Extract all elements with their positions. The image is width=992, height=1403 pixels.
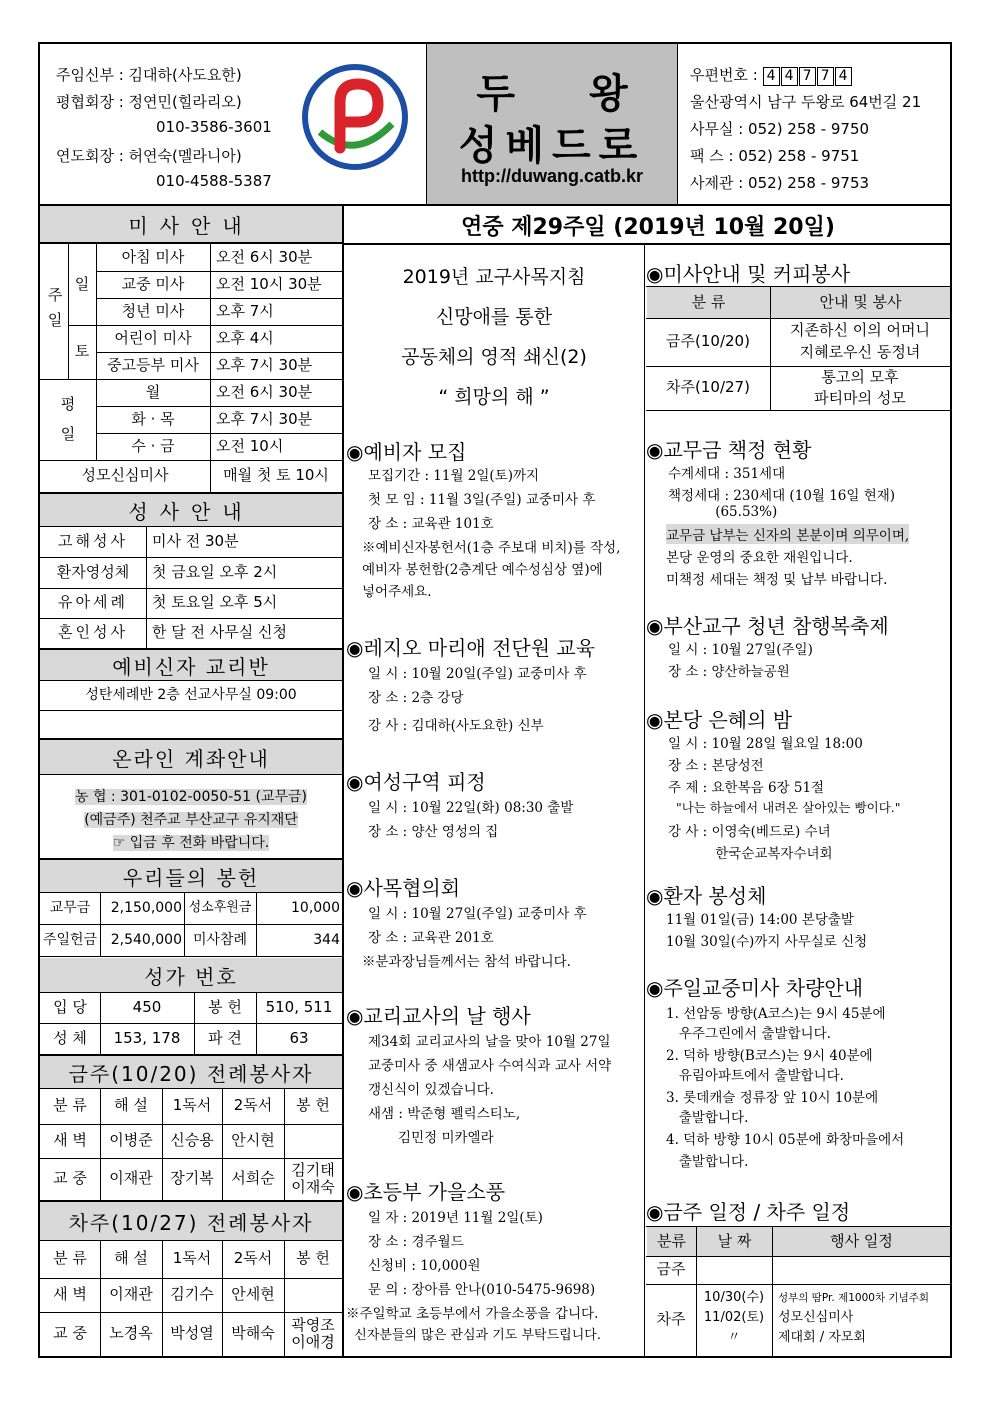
yeondo-president-line: 연도회장 : 허연숙(멜라니아) xyxy=(56,147,242,165)
sacrament-name: 고해성사 xyxy=(58,531,128,550)
hymn-label: 파 견 xyxy=(208,1028,242,1047)
notice-line: 우주그린에서 출발합니다. xyxy=(666,1026,831,1042)
sacrament-name: 혼인성사 xyxy=(58,623,128,642)
servers-cell: 박성열 xyxy=(170,1324,214,1343)
offering-value: 2,150,000 xyxy=(110,899,182,916)
pastor-line: 주임신부 : 김대하(사도요한) xyxy=(56,66,242,84)
servers-cell: 교 중 xyxy=(53,1324,87,1343)
notice-line: 수계세대 : 351세대 xyxy=(668,466,786,482)
schedule-event: 성모신심미사 xyxy=(778,1309,854,1325)
schedule-event: 성부의 땀Pr. 제1000차 기념주회 xyxy=(778,1291,930,1304)
hymn-number: 63 xyxy=(289,1028,309,1047)
notice-heading: ◉초등부 가을소풍 xyxy=(346,1180,506,1204)
servers-cell: 안세현 xyxy=(231,1285,275,1304)
notice-line: 1. 선암동 방향(A코스)는 9시 45분에 xyxy=(666,1006,886,1022)
offering-label: 성소후원금 xyxy=(188,899,252,915)
notice-heading: ◉본당 은혜의 밤 xyxy=(646,708,793,732)
mass-time: 오전 6시 30분 xyxy=(216,247,313,266)
notice-line: 미책정 세대는 책정 및 납부 바랍니다. xyxy=(666,572,888,588)
servers-header: 해 설 xyxy=(114,1249,148,1268)
servers-cell: 새 벽 xyxy=(53,1285,87,1304)
sunday-label xyxy=(40,244,68,379)
notice-line: 갱신식이 있겠습니다. xyxy=(368,1082,494,1098)
mass-time: 오전 6시 30분 xyxy=(216,382,313,401)
mass-section-title: 미사안내 xyxy=(40,206,342,242)
divider xyxy=(644,244,645,1358)
servers-cell: 신승용 xyxy=(170,1131,214,1150)
parish-url[interactable]: http://duwang.catb.kr xyxy=(461,166,643,186)
sacrament-name: 유아세례 xyxy=(58,593,128,612)
schedule-event: 제대회 / 자모회 xyxy=(778,1329,866,1345)
schedule-heading: ◉금주 일정 / 차주 일정 xyxy=(646,1200,851,1224)
notice-line: 김민정 미카엘라 xyxy=(368,1130,494,1146)
schedule-header: 분류 xyxy=(647,1227,696,1256)
notice-heading: ◉여성구역 피정 xyxy=(346,770,486,794)
account-bank-text: 농 협 : 301-0102-0050-51 (교무금) xyxy=(74,789,307,805)
holy-mother-mass: 성모신심미사 xyxy=(81,466,169,485)
servers-cell: 교 중 xyxy=(53,1169,87,1188)
pastoral-line-3: 공동체의 영적 쇄신(2) xyxy=(401,346,587,368)
notice-line: 교무금 납부는 신자의 본분이며 의무이며, xyxy=(666,524,909,544)
coffee-week: 금주(10/20) xyxy=(666,332,750,351)
mass-name: 교중 미사 xyxy=(121,274,185,293)
hymn-label: 성 체 xyxy=(53,1028,87,1047)
mass-time: 오전 10시 30분 xyxy=(216,274,322,293)
schedule-date: 11/02(토) xyxy=(703,1309,765,1325)
notice-line: ※주일학교 초등부에서 가을소풍을 갑니다. xyxy=(346,1306,599,1322)
hymn-number: 153, 178 xyxy=(113,1028,181,1047)
holy-mother-mass-time: 매월 첫 토 10시 xyxy=(223,466,329,485)
notice-line: ※분과장님들께서는 참석 바랍니다. xyxy=(362,954,571,970)
postal-digit: 4 xyxy=(835,67,852,86)
notice-line: 교중미사 중 새샘교사 수여식과 교사 서약 xyxy=(368,1058,612,1074)
servers-cell: 새 벽 xyxy=(53,1131,87,1150)
coffee-header: 분 류 xyxy=(647,287,770,318)
servers-cell xyxy=(284,1124,342,1158)
notice-heading: ◉부산교구 청년 참행복축제 xyxy=(646,614,889,638)
sacrament-value: 첫 토요일 오후 5시 xyxy=(152,593,278,612)
notice-line: 10월 30일(수)까지 사무실로 신청 xyxy=(666,934,868,950)
parish-title-line1: 두 왕 xyxy=(476,71,658,117)
notice-line: 한국순교복자수녀회 xyxy=(668,846,833,862)
account-section-title: 온라인 계좌안내 xyxy=(40,740,342,774)
saturday-label: 토 xyxy=(74,342,90,361)
servers-cell: 장기복 xyxy=(170,1169,214,1188)
notice-line: 유림아파트에서 출발합니다. xyxy=(666,1068,844,1084)
notice-heading: ◉사목협의회 xyxy=(346,876,461,900)
notice-heading: ◉레지오 마리애 전단원 교육 xyxy=(346,636,596,660)
mass-time: 오전 10시 xyxy=(216,436,284,455)
notice-line: 일 시 : 10월 27일(주일) 교중미사 후 xyxy=(368,906,587,922)
offering-label: 교무금 xyxy=(49,899,91,916)
hymn-number: 450 xyxy=(132,997,162,1016)
servers-cell: 박해숙 xyxy=(231,1324,275,1343)
postal-digit: 4 xyxy=(763,67,780,86)
notice-line: 장 소 : 양산 영성의 집 xyxy=(368,824,499,840)
sacrament-value: 미사 전 30분 xyxy=(152,531,239,550)
servers-cell: 이재관 xyxy=(109,1169,153,1188)
servers-header: 봉 헌 xyxy=(296,1096,330,1115)
notice-line: 예비자 봉헌함(2층계단 예수성심상 옆)에 xyxy=(362,562,603,578)
mass-time: 오후 4시 xyxy=(216,328,274,347)
servers-cell: 이재관 xyxy=(109,1285,153,1304)
schedule-header: 행사 일정 xyxy=(773,1227,950,1256)
notice-heading: ◉환자 봉성체 xyxy=(646,884,767,908)
notice-line: 새샘 : 박준형 펠릭스티노, xyxy=(368,1106,521,1122)
header-address xyxy=(690,44,950,204)
mass-name: 화 · 목 xyxy=(131,409,175,428)
notice-line: 장 소 : 경주월드 xyxy=(368,1234,464,1250)
account-holder-text: (예금주) 천주교 부산교구 유지재단 xyxy=(84,812,298,828)
sunday-label-text: 주일 xyxy=(45,286,64,337)
sacrament-name: 환자영성체 xyxy=(56,562,130,581)
mass-name: 아침 미사 xyxy=(121,247,185,266)
divider xyxy=(344,243,952,245)
office-phone: 사무실 : 052) 258 - 9750 xyxy=(690,120,870,138)
servers-header: 봉 헌 xyxy=(296,1249,330,1268)
fax-number: 팩 스 : 052) 258 - 9751 xyxy=(690,147,860,165)
weekday-label-1: 평 xyxy=(60,395,76,414)
notice-line: 넣어주세요. xyxy=(362,584,432,600)
servers-header: 1독서 xyxy=(172,1249,212,1268)
coffee-heading: ◉미사안내 및 커피봉사 xyxy=(646,262,851,286)
notice-line: 문 의 : 장아름 안나(010-5475-9698) xyxy=(368,1282,596,1298)
sunday-il-label: 일 xyxy=(74,274,90,293)
notice-line: ※예비신자봉헌서(1층 주보대 비치)를 작성, xyxy=(362,540,621,556)
postal-label: 우편번호 : xyxy=(690,66,758,84)
pastoral-line-1: 2019년 교구사목지침 xyxy=(402,266,586,288)
divider xyxy=(342,204,344,1358)
notice-line: 장 소 : 교육관 201호 xyxy=(368,930,494,946)
mass-time: 오후 7시 30분 xyxy=(216,355,313,374)
sacrament-value: 첫 금요일 오후 2시 xyxy=(152,562,278,581)
mass-time: 오후 7시 xyxy=(216,301,274,320)
account-note-text: ☞ 입금 후 전화 바랍니다. xyxy=(112,835,270,851)
servers-header: 2독서 xyxy=(233,1096,273,1115)
servers-cell: 이병준 xyxy=(109,1131,153,1150)
offering-value: 344 xyxy=(313,931,340,948)
notice-line: 11월 01일(금) 14:00 본당출발 xyxy=(666,912,854,928)
servers-header: 해 설 xyxy=(114,1096,148,1115)
hymn-label: 입 당 xyxy=(53,997,87,1016)
servers-header: 2독서 xyxy=(233,1249,273,1268)
notice-line: 장 소 : 본당성전 xyxy=(668,758,764,774)
notice-line: 장 소 : 2층 강당 xyxy=(368,690,464,706)
offering-label: 주일헌금 xyxy=(42,931,98,948)
offering-section-title: 우리들의 봉헌 xyxy=(40,860,342,892)
postal-digit: 4 xyxy=(781,67,798,86)
servers-next-week-title: 차주(10/27) 전례봉사자 xyxy=(40,1202,342,1240)
notice-heading: ◉교리교사의 날 행사 xyxy=(346,1004,531,1028)
notice-line: 제34회 교리교사의 날을 맞아 10월 27일 xyxy=(368,1034,611,1050)
servers-header: 분 류 xyxy=(53,1249,87,1268)
offering-label: 미사참례 xyxy=(192,931,248,948)
servers-cell: 김기태 이재숙 xyxy=(291,1160,335,1196)
notice-line: 일 시 : 10월 27일(주일) xyxy=(668,642,813,658)
mass-name: 중고등부 미사 xyxy=(107,355,199,374)
council-president-line: 평협회장 : 정연민(힐라리오) xyxy=(56,93,242,111)
account-note xyxy=(40,832,342,852)
postal-digit: 7 xyxy=(799,67,816,86)
postal-digit: 7 xyxy=(817,67,834,86)
notice-line: 장 소 : 교육관 101호 xyxy=(368,516,494,532)
notice-line: 일 자 : 2019년 11월 2일(토) xyxy=(368,1210,543,1226)
hymn-label: 봉 헌 xyxy=(208,997,242,1016)
servers-cell: 안시현 xyxy=(231,1131,275,1150)
mass-name: 월 xyxy=(145,382,161,401)
account-holder xyxy=(40,809,342,829)
notice-line: 신자분들의 많은 관심과 기도 부탁드립니다. xyxy=(346,1328,601,1343)
pastoral-line-4: “ 희망의 해 ” xyxy=(438,386,550,408)
pastoral-line-2: 신망애를 통한 xyxy=(435,306,553,328)
yeondo-phone: 010-4588-5387 xyxy=(156,172,272,190)
divider xyxy=(646,410,950,411)
notice-line: 모집기간 : 11월 2일(토)까지 xyxy=(368,468,540,484)
divider xyxy=(40,710,342,711)
coffee-header: 안내 및 봉사 xyxy=(771,287,950,318)
schedule-date: 〃 xyxy=(727,1329,741,1345)
servers-cell: 김기수 xyxy=(170,1285,214,1304)
notice-line: 강 사 : 이영숙(베드로) 수녀 xyxy=(668,824,831,840)
account-bank xyxy=(40,786,342,806)
servers-header: 분 류 xyxy=(53,1096,87,1115)
sunday-title: 연중 제29주일 (2019년 10월 20일) xyxy=(461,214,835,240)
notice-heading: ◉예비자 모집 xyxy=(346,440,467,464)
offering-value: 10,000 xyxy=(291,899,340,916)
notice-line: 주 제 : 요한복음 6장 51절 xyxy=(668,780,825,796)
hymns-section-title: 성가 번호 xyxy=(40,958,342,992)
notice-heading: ◉주일교중미사 차량안내 xyxy=(646,976,864,1000)
notice-line: "나는 하늘에서 내려온 살아있는 빵이다." xyxy=(668,800,901,815)
servers-cell: 서희순 xyxy=(231,1169,275,1188)
notice-line: 책정세대 : 230세대 (10월 16일 현재) xyxy=(668,488,896,504)
notice-line: 장 소 : 양산하늘공원 xyxy=(668,664,790,680)
mass-name: 어린이 미사 xyxy=(114,328,192,347)
servers-cell xyxy=(284,1278,342,1312)
divider xyxy=(40,774,342,775)
catechumen-row: 성탄세례반 2층 선교사무실 09:00 xyxy=(85,686,297,703)
notice-line: 일 시 : 10월 20일(주일) 교중미사 후 xyxy=(368,666,587,682)
council-phone: 010-3586-3601 xyxy=(156,118,272,136)
divider xyxy=(40,956,342,957)
servers-this-week-title: 금주(10/20) 전례봉사자 xyxy=(40,1056,342,1088)
mass-name: 수 · 금 xyxy=(131,436,175,455)
schedule-date: 10/30(수) xyxy=(703,1289,765,1305)
sacrament-value: 한 달 전 사무실 신청 xyxy=(152,623,287,642)
schedule-header: 날 짜 xyxy=(697,1227,772,1256)
notice-line: 4. 덕하 방향 10시 05분에 화창마을에서 xyxy=(666,1132,905,1148)
servers-header: 1독서 xyxy=(172,1096,212,1115)
servers-cell: 곽영조 이애경 xyxy=(291,1315,335,1351)
notice-line: 3. 롯데캐슬 정류장 앞 10시 10분에 xyxy=(666,1090,879,1106)
notice-line: 일 시 : 10월 28일 월요일 18:00 xyxy=(668,736,863,752)
mass-name: 청년 미사 xyxy=(121,301,185,320)
notice-line: 출발합니다. xyxy=(666,1110,749,1126)
address: 울산광역시 남구 두왕로 64번길 21 xyxy=(690,93,922,111)
notice-line: 신청비 : 10,000원 xyxy=(368,1258,481,1274)
weekday-label-2: 일 xyxy=(60,424,76,443)
notice-heading: ◉교무금 책정 현황 xyxy=(646,438,812,462)
coffee-week: 차주(10/27) xyxy=(666,378,750,397)
notice-line: 2. 덕하 방향(B코스)는 9시 40분에 xyxy=(666,1048,873,1064)
coffee-value: 지혜로우신 동정녀 xyxy=(799,343,921,362)
rectory-phone: 사제관 : 052) 258 - 9753 xyxy=(690,174,870,192)
parish-title-line2: 성베드로 xyxy=(458,123,646,169)
servers-cell: 노경옥 xyxy=(109,1324,153,1343)
hymn-number: 510, 511 xyxy=(265,997,333,1016)
notice-line: 출발합니다. xyxy=(666,1154,749,1170)
notice-line: (65.53%) xyxy=(668,504,778,520)
coffee-value: 지존하신 이의 어머니 xyxy=(790,321,930,340)
sacraments-section-title: 성사안내 xyxy=(40,494,342,526)
notice-line: 첫 모 임 : 11월 3일(주일) 교중미사 후 xyxy=(368,492,596,508)
postal-code xyxy=(690,64,853,86)
notice-line: 본당 운영의 중요한 재원입니다. xyxy=(666,550,853,566)
coffee-value: 통고의 모후 xyxy=(821,367,899,386)
catechumen-section-title: 예비신자 교리반 xyxy=(40,650,342,680)
coffee-value: 파티마의 성모 xyxy=(814,388,906,407)
parish-title-box xyxy=(426,44,678,204)
weekday-label xyxy=(40,379,96,460)
mass-time: 오후 7시 30분 xyxy=(216,409,313,428)
notice-line: 강 사 : 김대하(사도요한) 신부 xyxy=(368,718,544,734)
schedule-week: 금주 xyxy=(656,1260,686,1279)
parish-logo-icon xyxy=(300,62,410,172)
schedule-week: 차주 xyxy=(656,1310,686,1329)
offering-value: 2,540,000 xyxy=(110,931,182,948)
notice-line: 일 시 : 10월 22일(화) 08:30 출발 xyxy=(368,800,574,816)
